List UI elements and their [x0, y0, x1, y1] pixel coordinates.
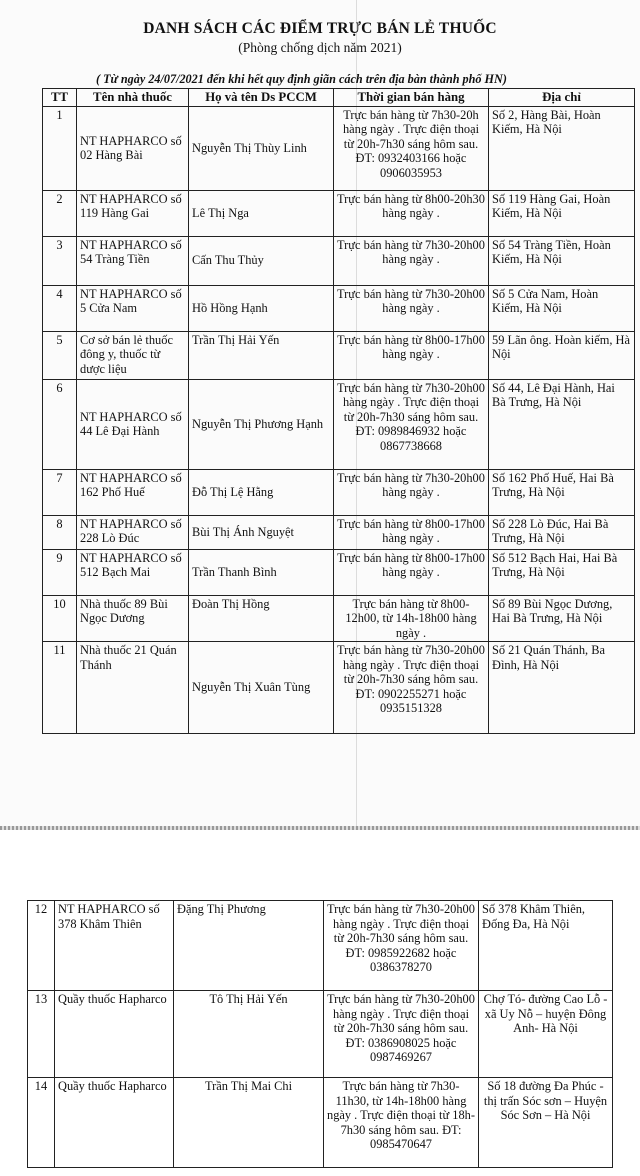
table-header-row: [43, 89, 635, 107]
row-tt: 7: [43, 469, 77, 515]
row-pharmacy-name: NT HAPHARCO số 02 Hàng Bài: [77, 106, 189, 190]
row-address: Số 512 Bạch Hai, Hai Bà Trưng, Hà Nội: [489, 549, 635, 595]
table-row: [43, 331, 635, 379]
row-time: Trực bán hàng từ 7h30-11h30, từ 14h-18h00 hàng ngày . Trực điện thoại từ 18h-7h30 sáng hôm sau. ĐT: 0985470647: [324, 1078, 479, 1168]
row-person: Nguyễn Thị Thùy Linh: [189, 106, 334, 190]
row-tt: 5: [43, 331, 77, 379]
row-address: Số 378 Khâm Thiên, Đống Đa, Hà Nội: [479, 901, 613, 991]
row-address: Số 5 Cửa Nam, Hoàn Kiếm, Hà Nội: [489, 285, 635, 331]
pharmacy-table: [42, 88, 635, 734]
row-time: Trực bán hàng từ 7h30-20h00 hàng ngày .: [334, 236, 489, 285]
row-address: Số 2, Hàng Bài, Hoàn Kiếm, Hà Nội: [489, 106, 635, 190]
row-address: Số 89 Bùi Ngọc Dương, Hai Bà Trưng, Hà Nội: [489, 595, 635, 642]
row-address: Số 44, Lê Đại Hành, Hai Bà Trưng, Hà Nội: [489, 379, 635, 469]
row-pharmacy-name: NT HAPHARCO số 228 Lò Đúc: [77, 515, 189, 549]
table-row: [43, 190, 635, 236]
row-person: Cấn Thu Thủy: [189, 236, 334, 285]
table-row: [28, 991, 613, 1078]
row-person: Tô Thị Hải Yến: [174, 991, 324, 1078]
table-row: [43, 379, 635, 469]
table-row: [43, 236, 635, 285]
row-tt: 4: [43, 285, 77, 331]
row-pharmacy-name: NT HAPHARCO số 44 Lê Đại Hành: [77, 379, 189, 469]
table-row: [43, 549, 635, 595]
table-row: [43, 515, 635, 549]
table-row: [43, 469, 635, 515]
table-row: [43, 595, 635, 642]
row-address: Số 18 đường Đa Phúc - thị trấn Sóc sơn – Huyện Sóc Sơn – Hà Nội: [479, 1078, 613, 1168]
row-tt: 3: [43, 236, 77, 285]
col-header-tt: TT: [43, 89, 77, 107]
row-address: Số 162 Phố Huế, Hai Bà Trưng, Hà Nội: [489, 469, 635, 515]
row-pharmacy-name: Quầy thuốc Hapharco: [55, 1078, 174, 1168]
row-address: Số 119 Hàng Gai, Hoàn Kiếm, Hà Nội: [489, 190, 635, 236]
row-pharmacy-name: NT HAPHARCO số 378 Khâm Thiên: [55, 901, 174, 991]
row-person: Trần Thị Mai Chi: [174, 1078, 324, 1168]
row-address: Chợ Tó- đường Cao Lỗ - xã Uy Nỗ – huyện Đông Anh- Hà Nội: [479, 991, 613, 1078]
col-header-address: Địa chỉ: [489, 89, 635, 107]
row-time: Trực bán hàng từ 7h30-20h00 hàng ngày .: [334, 469, 489, 515]
row-pharmacy-name: NT HAPHARCO số 119 Hàng Gai: [77, 190, 189, 236]
row-person: Nguyễn Thị Xuân Tùng: [189, 642, 334, 734]
row-pharmacy-name: Quầy thuốc Hapharco: [55, 991, 174, 1078]
row-time: Trực bán hàng từ 7h30-20h00 hàng ngày .: [334, 285, 489, 331]
document-subtitle: (Phòng chống dịch năm 2021): [238, 40, 402, 55]
date-range-note: ( Từ ngày 24/07/2021 đến khi hết quy định giãn cách trên địa bàn thành phố HN): [96, 72, 507, 86]
row-person: Đoàn Thị Hồng: [189, 595, 334, 642]
row-tt: 10: [43, 595, 77, 642]
row-pharmacy-name: NT HAPHARCO số 162 Phố Huế: [77, 469, 189, 515]
table-row: [28, 901, 613, 991]
row-person: Trần Thanh Bình: [189, 549, 334, 595]
row-tt: 6: [43, 379, 77, 469]
row-tt: 11: [43, 642, 77, 734]
row-person: Đặng Thị Phương: [174, 901, 324, 991]
table-row: [43, 285, 635, 331]
row-tt: 12: [28, 901, 55, 991]
row-person: Nguyễn Thị Phương Hạnh: [189, 379, 334, 469]
row-person: Hồ Hồng Hạnh: [189, 285, 334, 331]
row-tt: 2: [43, 190, 77, 236]
row-tt: 14: [28, 1078, 55, 1168]
page-gap: [0, 830, 640, 900]
table-row: [43, 642, 635, 734]
row-pharmacy-name: Nhà thuốc 89 Bùi Ngọc Dương: [77, 595, 189, 642]
row-time: Trực bán hàng từ 7h30-20h00 hàng ngày . Trực điện thoại từ 20h-7h30 sáng hôm sau. ĐT: 0989846932 hoặc 0867738668: [334, 379, 489, 469]
row-person: Bùi Thị Ánh Nguyệt: [189, 515, 334, 549]
row-pharmacy-name: NT HAPHARCO số 54 Tràng Tiền: [77, 236, 189, 285]
row-address: Số 54 Tràng Tiền, Hoàn Kiếm, Hà Nội: [489, 236, 635, 285]
row-pharmacy-name: NT HAPHARCO số 5 Cửa Nam: [77, 285, 189, 331]
row-tt: 9: [43, 549, 77, 595]
col-header-person: Họ và tên Ds PCCM: [189, 89, 334, 107]
row-time: Trực bán hàng từ 7h30-20h00 hàng ngày . Trực điện thoại từ 20h-7h30 sáng hôm sau. ĐT: 0386908025 hoặc 0987469267: [324, 991, 479, 1078]
row-time: Trực bán hàng từ 7h30-20h00 hàng ngày . Trực điện thoại từ 20h-7h30 sáng hôm sau. ĐT: 0985922682 hoặc 0386378270: [324, 901, 479, 991]
row-time: Trực bán hàng từ 8h00-20h30 hàng ngày .: [334, 190, 489, 236]
col-header-name: Tên nhà thuốc: [77, 89, 189, 107]
row-tt: 13: [28, 991, 55, 1078]
row-pharmacy-name: Cơ sở bán lẻ thuốc đông y, thuốc từ dược liệu: [77, 331, 189, 379]
row-address: 59 Lãn ông. Hoàn kiếm, Hà Nội: [489, 331, 635, 379]
table-row: [43, 106, 635, 190]
row-person: Lê Thị Nga: [189, 190, 334, 236]
document-title: DANH SÁCH CÁC ĐIỂM TRỰC BÁN LẺ THUỐC: [143, 20, 497, 37]
row-person: Đỗ Thị Lệ Hằng: [189, 469, 334, 515]
col-header-time: Thời gian bán hàng: [334, 89, 489, 107]
row-pharmacy-name: NT HAPHARCO số 512 Bạch Mai: [77, 549, 189, 595]
row-tt: 1: [43, 106, 77, 190]
row-time: Trực bán hàng từ 7h30-20h00 hàng ngày . Trực điện thoại từ 20h-7h30 sáng hôm sau. ĐT: 0902255271 hoặc 0935151328: [334, 642, 489, 734]
row-time: Trực bán hàng từ 7h30-20h hàng ngày . Trực điện thoại từ 20h-7h30 sáng hôm sau. ĐT: 0932403166 hoặc 0906035953: [334, 106, 489, 190]
pharmacy-table-continued: [27, 900, 613, 1168]
table-row: [28, 1078, 613, 1168]
row-time: Trực bán hàng từ 8h00-17h00 hàng ngày .: [334, 331, 489, 379]
row-tt: 8: [43, 515, 77, 549]
row-time: Trực bán hàng từ 8h00-17h00 hàng ngày .: [334, 549, 489, 595]
row-address: Số 21 Quán Thánh, Ba Đình, Hà Nội: [489, 642, 635, 734]
row-person: Trần Thị Hải Yến: [189, 331, 334, 379]
row-time: Trực bán hàng từ 8h00-17h00 hàng ngày .: [334, 515, 489, 549]
row-time: Trực bán hàng từ 8h00-12h00, từ 14h-18h00 hàng ngày .: [334, 595, 489, 642]
row-pharmacy-name: Nhà thuốc 21 Quán Thánh: [77, 642, 189, 734]
row-address: Số 228 Lò Đúc, Hai Bà Trưng, Hà Nội: [489, 515, 635, 549]
